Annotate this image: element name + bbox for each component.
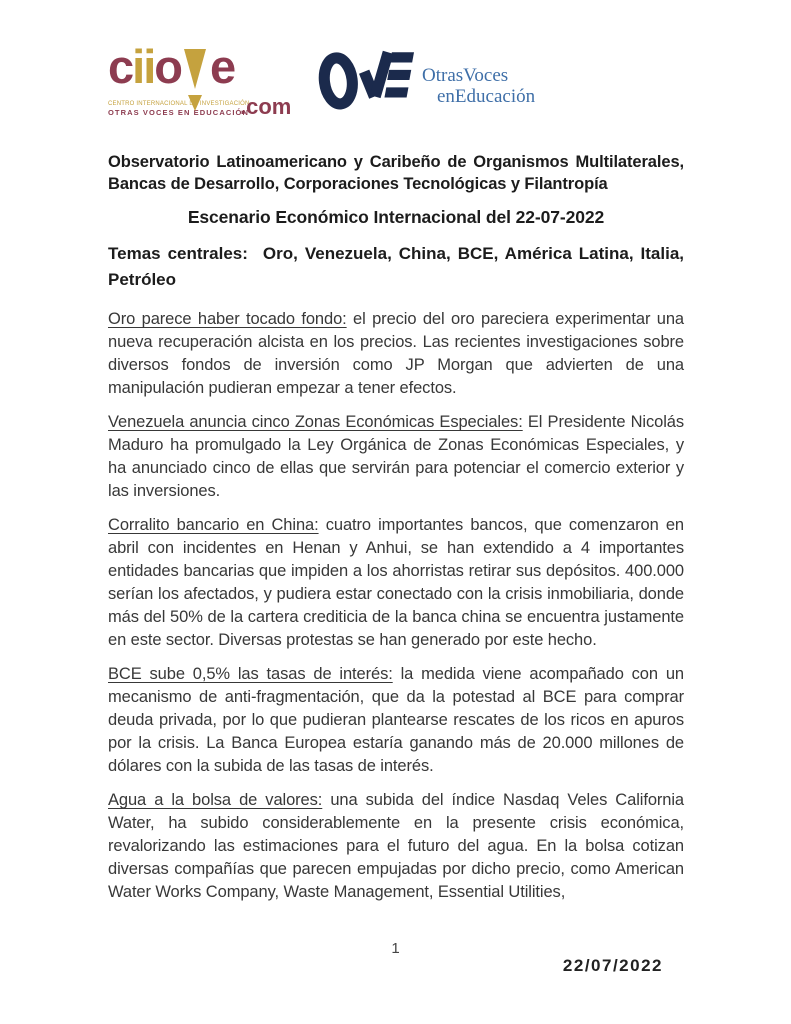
paragraph-lead: Venezuela anuncia cinco Zonas Económicas Especiales: [108, 413, 523, 431]
article-paragraph-bce [108, 663, 684, 778]
triangle-dot-icon [188, 95, 202, 111]
paragraph-text: el precio del oro pareciera experimentar una nueva recuperación alcista en los precios. Las recientes investigaciones sobre diversos fondos de inversión como JP Morgan que advierten de una manipulación pudieran empezar a tener efectos. [108, 310, 684, 397]
article-paragraph-agua [108, 789, 684, 904]
logo-row [108, 40, 684, 121]
article-paragraph-china [108, 514, 684, 652]
ciiove-com-label: .com [240, 94, 292, 119]
page-content [108, 40, 685, 904]
paragraph-text: la medida viene acompañado con un mecanismo de anti-fragmentación, que da la potestad al BCE para comprar deuda privada, por lo que pudieran plantearse rescates de los ricos en apuros por la crisis. La Banca Europea estaría ganando más de 20.000 millones de dólares con la subida de las tasas de interés. [108, 665, 685, 775]
ciiove-letters-ii: ii [132, 40, 155, 93]
ove-monogram-icon [318, 45, 414, 115]
ciiove-tagline [108, 100, 250, 117]
paragraph-text: cuatro importantes bancos, que comenzaron en abril con incidentes en Henan y Anhui, se han extendido a 4 importantes entidades bancarias que impiden a los ahorristas retirar sus depósitos. 400.000 serían los afectados, y pudiera estar conectado con la crisis inmobiliaria, donde más del 50% de la cartera crediticia de la banca china se encuentra justamente en este sector. Diversas protestas se han generado por este hecho. [108, 516, 684, 649]
ciiove-wordmark [108, 40, 288, 93]
paragraph-lead: Oro parece haber tocado fondo: [108, 310, 347, 328]
ove-wordmark-line2: enEducación [437, 86, 536, 107]
ciiove-tagline-line1: CENTRO INTERNACIONAL DE INVESTIGACIÓN [108, 100, 250, 107]
paragraph-lead: Agua a la bolsa de valores: [108, 791, 323, 809]
paragraph-lead: Corralito bancario en China: [108, 516, 319, 534]
footer-date: 22/07/2022 [562, 956, 663, 975]
ove-logo [318, 45, 535, 115]
ciiove-letter-c: c [108, 40, 133, 93]
page-title: Escenario Económico Internacional del 22-07-2022 [187, 207, 605, 227]
topics-line [108, 241, 684, 293]
triangle-down-icon [184, 49, 206, 89]
article-paragraph-venezuela [108, 411, 684, 503]
topics-label: Temas centrales: [108, 244, 248, 263]
ciiove-letter-e: e [209, 40, 235, 93]
page-number: 1 [391, 940, 400, 957]
ove-wordmark [422, 45, 535, 107]
paragraph-text: una subida del índice Nasdaq Veles California Water, ha subido considerablemente en la presente crisis económica, revalorizando las estimaciones para el futuro del agua. En la bolsa cotizan diversas compañías que parecen empujadas por dicho precio, como American Water Works Company, Waste Management, Essential Utilities, [108, 791, 685, 901]
ciiove-exclamation-triangle-icon [183, 45, 208, 91]
ciiove-letter-o: o [154, 40, 181, 93]
paragraph-lead: BCE sube 0,5% las tasas de interés: [108, 665, 393, 683]
paragraph-text: El Presidente Nicolás Maduro ha promulgado la Ley Orgánica de Zonas Económicas Especiales, y ha anunciado cinco de ellas que servirán para potenciar el comercio exterior y las inversiones. [108, 413, 685, 500]
topics-list: Oro, Venezuela, China, BCE, América Latina, Italia, Petróleo [108, 244, 684, 289]
organization-line: Observatorio Latinoamericano y Caribeño de Organismos Multilaterales, Bancas de Desarrollo, Corporaciones Tecnológicas y Filantropía [108, 153, 684, 193]
ove-wordmark-line1: OtrasVoces [422, 65, 509, 86]
ciiove-tagline-line2: OTRAS VOCES EN EDUCACIÓN [108, 107, 249, 117]
ciiove-logo [108, 40, 292, 119]
article-paragraph-oro [108, 308, 684, 400]
